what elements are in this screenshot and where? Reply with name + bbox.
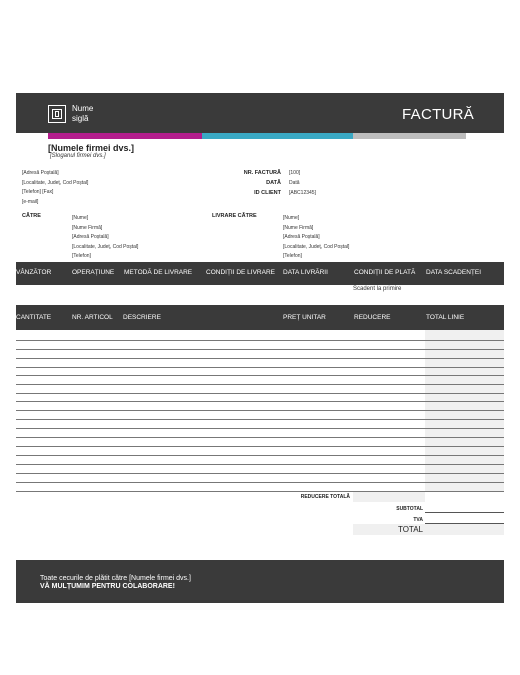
bill-to-line[interactable]: [Adresă Poștală] <box>72 234 109 240</box>
table-row[interactable] <box>16 393 504 394</box>
bill-to-line[interactable]: [Nume] <box>72 215 89 221</box>
col-header-delivery-date: DATA LIVRĂRII <box>283 269 328 276</box>
invoice-date-label: DATĂ <box>266 180 281 186</box>
total-discount-label: REDUCERE TOTALĂ <box>300 494 350 500</box>
table-row[interactable] <box>16 367 504 368</box>
col-header-seller: VÂNZĂTOR <box>16 269 52 276</box>
invoice-date-value[interactable]: Dată <box>289 180 300 186</box>
client-id-label: ID CLIENT <box>254 190 281 196</box>
thank-you-message: VĂ MULȚUMIM PENTRU COLABORARE! <box>40 583 175 590</box>
logo-text-line2: siglă <box>72 114 89 123</box>
table-row[interactable] <box>16 428 504 429</box>
ship-to-line[interactable]: [Nume Firmă] <box>283 224 314 231</box>
col-header-shipping-method: METODĂ DE LIVRARE <box>124 269 193 276</box>
ship-to-line[interactable]: [Nume] <box>283 215 300 221</box>
total-discount-cell[interactable] <box>353 492 425 502</box>
bill-to-label: CĂTRE <box>22 213 41 219</box>
line-total-column-shade <box>425 330 504 492</box>
sender-line[interactable]: [Telefon] [Fax] <box>22 189 54 195</box>
table-row[interactable] <box>16 491 504 492</box>
table-row[interactable] <box>16 340 504 341</box>
col-header-payment-terms: CONDIȚII DE PLATĂ <box>354 269 416 276</box>
col-header-item-number: NR. ARTICOL <box>72 314 113 321</box>
table-row[interactable] <box>16 401 504 402</box>
logo-placeholder-text <box>72 104 93 124</box>
sender-line[interactable]: [e-mail] <box>22 198 39 205</box>
table-row[interactable] <box>16 349 504 350</box>
col-header-quantity: CANTITATE <box>16 314 52 321</box>
ship-to-line[interactable]: [Telefon] <box>283 253 302 259</box>
bill-to-line[interactable]: [Localitate, Județ, Cod Poștal] <box>72 243 139 250</box>
col-header-description: DESCRIERE <box>123 314 161 321</box>
col-header-discount: REDUCERE <box>354 314 391 321</box>
table-row[interactable] <box>16 446 504 447</box>
bill-to-line[interactable]: [Telefon] <box>72 253 91 259</box>
table-row[interactable] <box>16 473 504 474</box>
ship-to-line[interactable]: [Localitate, Județ, Cod Poștal] <box>283 243 350 250</box>
col-header-line-total: TOTAL LINIE <box>426 314 465 321</box>
invoice-number-label: NR. FACTURĂ <box>243 170 281 176</box>
table-row[interactable] <box>16 464 504 465</box>
invoice-meta-values <box>289 168 316 198</box>
total-label: TOTAL <box>397 525 423 534</box>
bill-to-block <box>72 214 138 262</box>
sender-address-block <box>22 169 88 207</box>
logo-text-line1: Nume <box>72 104 94 113</box>
ship-to-block <box>283 214 349 262</box>
table-row[interactable] <box>16 375 504 376</box>
accent-strip-cyan <box>202 133 353 139</box>
invoice-meta-labels <box>200 168 281 198</box>
ship-to-label: LIVRARE CĂTRE <box>212 213 257 219</box>
table-row[interactable] <box>16 358 504 359</box>
col-header-shipping-terms: CONDIȚII DE LIVRARE <box>206 269 275 276</box>
col-header-operation: OPERAȚIUNE <box>72 269 115 276</box>
payment-terms-value[interactable]: Scadent la primire <box>353 286 402 292</box>
table-row[interactable] <box>16 384 504 385</box>
accent-strip-gray <box>353 133 466 139</box>
table-row[interactable] <box>16 455 504 456</box>
bill-to-line[interactable]: [Nume Firmă] <box>72 224 103 231</box>
sender-line[interactable]: [Localitate, Județ, Cod Poștal] <box>22 179 89 186</box>
sender-line[interactable]: [Adresă Poștală] <box>22 170 59 176</box>
accent-strip-magenta <box>48 133 202 139</box>
company-name[interactable]: [Numele firmei dvs.] <box>48 143 135 153</box>
client-id-value[interactable]: [ABC12345] <box>289 190 316 196</box>
invoice-number-value[interactable]: [100] <box>289 170 301 176</box>
table-row[interactable] <box>16 437 504 438</box>
subtotal-label: SUBTOTAL <box>396 506 423 512</box>
table-row[interactable] <box>16 410 504 411</box>
payment-instructions[interactable]: Toate cecurile de plătit către [Numele firmei dvs.] <box>40 575 191 582</box>
company-slogan[interactable]: [Sloganul firmei dvs.] <box>50 153 106 159</box>
subtotal-value-line[interactable] <box>425 512 504 513</box>
ship-to-line[interactable]: [Adresă Poștală] <box>283 234 320 240</box>
table-row[interactable] <box>16 482 504 483</box>
col-header-unit-price: PREȚ UNITAR <box>283 314 326 321</box>
tva-label: TVA <box>413 517 423 523</box>
table-row[interactable] <box>16 419 504 420</box>
col-header-due-date: DATA SCADENȚEI <box>426 269 482 276</box>
invoice-title: FACTURĂ <box>402 106 475 123</box>
logo-icon <box>48 105 66 123</box>
